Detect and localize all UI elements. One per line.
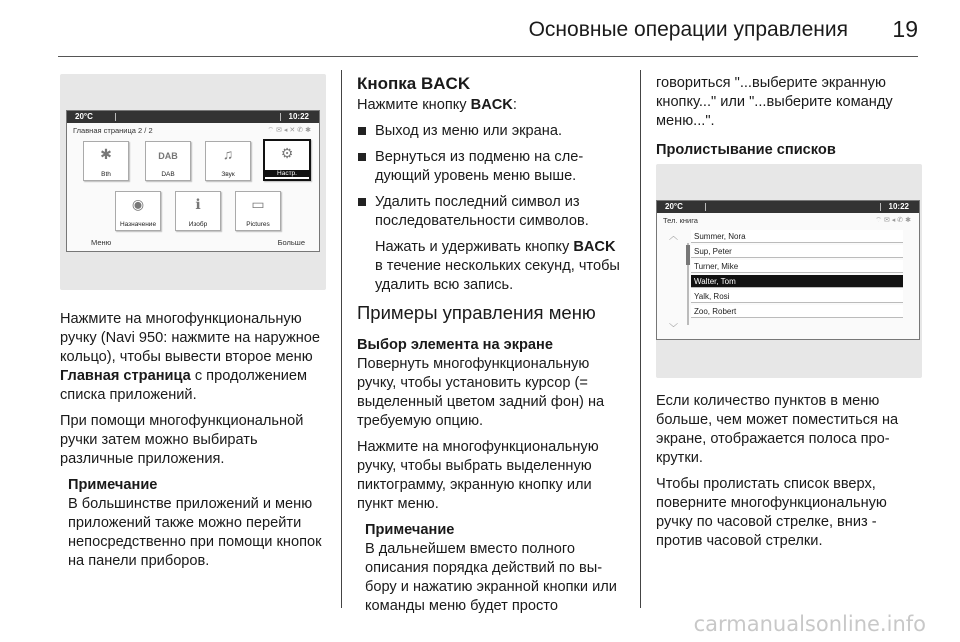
column-2 xyxy=(357,74,625,623)
tile-dab[interactable] xyxy=(145,141,191,181)
paragraph: Нажмите на многофункциональную ручку, чтобы выбрать выделенную пиктограмму, экранную кнопку или пункт меню. xyxy=(357,439,599,512)
display-screen xyxy=(656,200,920,340)
list-item[interactable]: Turner, Mike xyxy=(691,260,903,273)
paragraph xyxy=(357,96,625,115)
wifi-icon: ⌔ xyxy=(875,217,884,224)
wifi-icon: ⌔ xyxy=(267,127,276,134)
volume-icon: ◂ xyxy=(891,217,898,224)
page-header xyxy=(0,0,960,60)
list-item: Выход из меню или экрана. xyxy=(357,122,625,141)
column-divider-1 xyxy=(341,70,342,608)
tile-label: DAB xyxy=(161,171,175,178)
text: с продолжением списка приложений. xyxy=(60,368,308,403)
tile-destination[interactable] xyxy=(115,191,161,231)
tile-label: Назначение xyxy=(119,221,157,228)
note-text: В дальнейшем вместо полного описания порядка действий по выбору и нажатию экранной кнопки или команды меню будет просто xyxy=(365,541,617,614)
softkey-more[interactable]: Больше xyxy=(277,238,305,247)
list-item: Удалить последний символ из последовательности символов. xyxy=(357,193,625,231)
volume-icon: ◂ xyxy=(283,127,290,134)
dab-radio-icon: DAB xyxy=(158,151,178,161)
bullet-list xyxy=(357,122,625,231)
note-box xyxy=(357,521,625,616)
softkey-menu[interactable]: Меню xyxy=(91,238,112,247)
tile-label: Pictures xyxy=(246,221,270,228)
tile-settings[interactable] xyxy=(263,139,311,181)
scroll-up-icon[interactable]: ︿ xyxy=(669,231,679,241)
subsection-heading-select: Выбор элемента на экране xyxy=(357,337,553,353)
list-item-selected[interactable]: Walter, Tom xyxy=(691,275,903,288)
bluetooth-status-icon: ✱ xyxy=(305,127,313,134)
sound-settings-icon: ♫ xyxy=(222,146,234,162)
column-3-lower xyxy=(656,392,924,558)
paragraph xyxy=(357,238,625,295)
column-1 xyxy=(60,310,330,578)
page-number: 19 xyxy=(892,16,918,42)
status-separator xyxy=(880,203,881,211)
paragraph: При помощи многофункциональной ручки затем можно выбирать различные приложения. xyxy=(60,413,304,467)
destination-icon: ◉ xyxy=(131,196,145,212)
section-heading-examples: Примеры управления меню xyxy=(357,302,596,323)
text: Нажать и удерживать кнопку xyxy=(375,239,574,255)
status-bar xyxy=(657,201,919,213)
message-icon: ✉ xyxy=(275,127,284,134)
tile-label: Звук xyxy=(221,171,235,178)
clock: 10:22 xyxy=(288,112,309,121)
section-heading-back: Кнопка BACK xyxy=(357,74,471,93)
tile-label: Настр. xyxy=(265,170,309,177)
tile-pictures[interactable] xyxy=(235,191,281,231)
scroll-down-icon[interactable]: ﹀ xyxy=(669,323,679,333)
list-item: Вернуться из подменю на следующий уровень меню выше. xyxy=(357,148,625,186)
status-icons xyxy=(875,216,913,225)
tile-label: Bth xyxy=(101,171,111,178)
note-box xyxy=(60,476,330,571)
paragraph: говориться "...выберите экранную кнопку..." или "...выберите команду меню...". xyxy=(656,75,893,129)
home-screen-figure xyxy=(60,74,326,290)
status-icons xyxy=(267,126,313,135)
status-separator xyxy=(280,113,281,121)
screen-subtitle: Тел. книга xyxy=(663,216,698,225)
note-text: В большинстве приложений и меню приложений также можно перейти непосредственно при помощи кнопок на панели приборов. xyxy=(68,496,322,569)
bold-text: Главная страница xyxy=(60,368,191,384)
status-separator xyxy=(115,113,116,121)
phonebook-figure xyxy=(656,164,922,378)
phone-icon: ✆ xyxy=(297,127,306,134)
watermark: carmanualsonline.info xyxy=(693,612,926,636)
bold-text: BACK xyxy=(573,239,616,255)
paragraph: Чтобы пролистать список вверх, поверните многофункциональную ручку по часовой стрелке, вниз - против часовой стрелки. xyxy=(656,476,887,549)
list-item[interactable]: Summer, Nora xyxy=(691,230,903,243)
tile-bluetooth[interactable] xyxy=(83,141,129,181)
section-heading-scroll: Пролистывание списков xyxy=(656,142,836,158)
paragraph xyxy=(60,310,330,405)
info-icon: ℹ xyxy=(195,196,201,212)
column-3 xyxy=(656,74,924,160)
paragraph: Если количество пунктов в меню больше, чем может поместиться на экране, отображается полоса прокрутки. xyxy=(656,393,899,466)
text: в течение нескольких секунд, чтобы удалить всю запись. xyxy=(375,258,620,293)
note-title: Примечание xyxy=(68,477,158,493)
tile-label: Изобр xyxy=(188,221,208,228)
pictures-icon: ▭ xyxy=(251,196,265,212)
note-title: Примечание xyxy=(365,522,455,538)
tile-sound[interactable] xyxy=(205,141,251,181)
bold-text: BACK xyxy=(470,97,513,113)
bluetooth-status-icon: ✱ xyxy=(905,217,913,224)
screen-subtitle: Главная страница 2 / 2 xyxy=(73,126,153,135)
text: : xyxy=(512,97,517,113)
list-item[interactable]: Sup, Peter xyxy=(691,245,903,258)
list-item[interactable]: Yalk, Rosi xyxy=(691,290,903,303)
scrollbar-thumb[interactable] xyxy=(686,245,690,265)
phone-icon: ✆ xyxy=(897,217,906,224)
temperature: 20°C xyxy=(665,202,683,211)
display-screen xyxy=(66,110,320,252)
column-divider-2 xyxy=(640,70,641,608)
status-separator xyxy=(705,203,706,211)
list-item[interactable]: Zoo, Robert xyxy=(691,305,903,318)
settings-icon: ⚙ xyxy=(280,145,294,161)
clock: 10:22 xyxy=(888,202,909,211)
temperature: 20°C xyxy=(75,112,93,121)
tile-image[interactable] xyxy=(175,191,221,231)
text: Нажмите кнопку xyxy=(357,97,471,113)
message-icon: ✉ xyxy=(883,217,892,224)
bluetooth-icon: ✱ xyxy=(100,146,112,162)
text: Нажмите на многофункциональную ручку (Navi 950: нажмите на наружное кольцо), чтобы вывести второе меню xyxy=(60,311,321,365)
status-bar xyxy=(67,111,319,123)
paragraph: Повернуть многофункциональную ручку, чтобы установить курсор (= выделенный цветом задний фон) на требуемую опцию. xyxy=(357,356,605,429)
header-rule xyxy=(58,56,918,57)
header-title: Основные операции управления xyxy=(528,18,848,41)
mute-icon: ✕ xyxy=(289,127,298,134)
